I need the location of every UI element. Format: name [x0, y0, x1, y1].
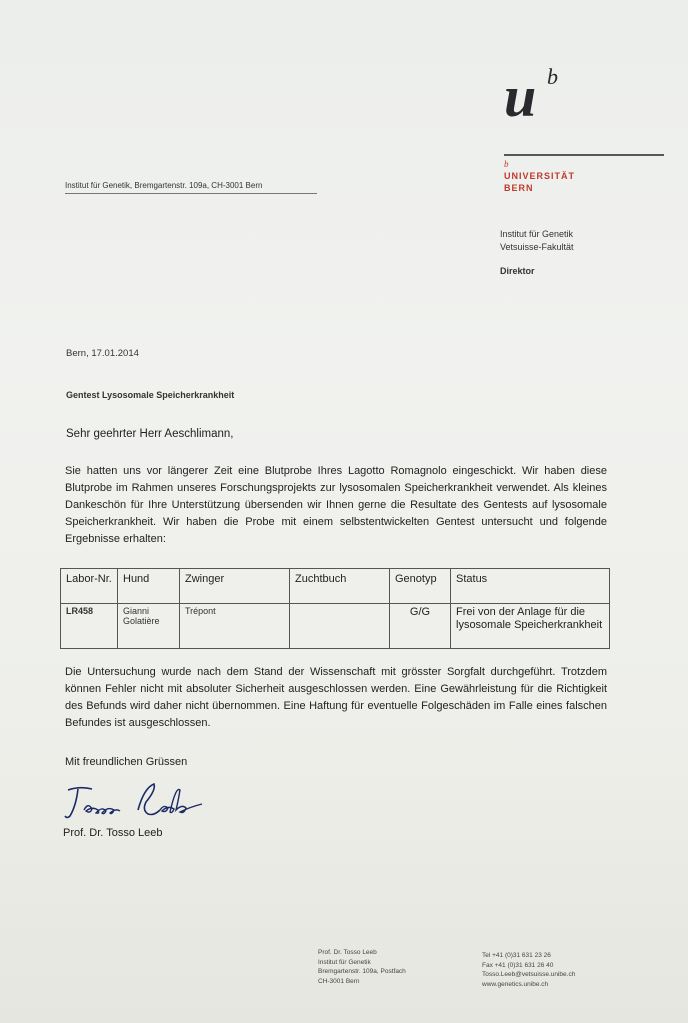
results-table [60, 568, 610, 649]
cell-status: Frei von der Anlage für die lysosomale Speicherkrankheit [451, 604, 610, 649]
paragraph-disclaimer: Die Untersuchung wurde nach dem Stand der Wissenschaft mit grösster Sorgfalt durchgeführt. Trotzdem können Fehler nicht mit absoluter Sicherheit ausgeschlossen werden. Eine Gewährleistung für die Richtigkeit des Befunds wird daher nicht übernommen. Eine Haftung für eventuelle Folgeschäden im Falle eines falschen Befundes ist ausgeschlossen. [65, 666, 607, 729]
university-small-b: b [504, 159, 509, 169]
footer-fax: Fax +41 (0)31 631 26 40 [482, 961, 554, 969]
university-name-line1: UNIVERSITÄT [504, 171, 576, 181]
university-logo-u: u [504, 64, 537, 129]
cell-zuchtbuch [290, 604, 390, 649]
closing: Mit freundlichen Grüssen [65, 756, 188, 768]
cell-zwinger: Trépont [180, 604, 290, 649]
department-line2: Vetsuisse-Fakultät [500, 242, 574, 252]
letter-subject: Gentest Lysosomale Speicherkrankheit [66, 390, 235, 400]
cell-genotyp: G/G [390, 604, 451, 649]
paragraph-intro: Sie hatten uns vor längerer Zeit eine Blutprobe Ihres Lagotto Romagnolo eingeschickt. Wir haben diese Blutprobe im Rahmen unseres Forschungsprojekts zur lysosomalen Speicherkrankheit verwendet. Als kleines Dankeschön für Ihre Unterstützung übersenden wir Ihnen gerne die Resultate des Gentests auf lysosomale Speicherkrankheit. Wir haben die Probe mit einem selbstentwickelten Gentest untersucht und folgende Ergebnisse erhalten: [65, 465, 607, 545]
department-block [500, 228, 574, 254]
footer-left-line: Prof. Dr. Tosso Leeb [318, 949, 377, 956]
footer-contact [482, 951, 575, 989]
logo-rule [504, 154, 664, 156]
footer-email: Tosso.Leeb@vetsuisse.unibe.ch [482, 971, 576, 978]
signer-name: Prof. Dr. Tosso Leeb [63, 827, 163, 839]
footer-address [318, 948, 406, 986]
department-line1: Institut für Genetik [500, 229, 574, 239]
cell-hund: Gianni Golatière [118, 604, 180, 649]
header-zuchtbuch: Zuchtbuch [290, 569, 390, 604]
department-title: Direktor [500, 266, 535, 276]
university-name [504, 170, 575, 194]
header-labor: Labor-Nr. [61, 569, 118, 604]
university-name-line2: BERN [504, 183, 534, 193]
salutation: Sehr geehrter Herr Aeschlimann, [66, 428, 234, 440]
cell-labor: LR458 [61, 604, 118, 649]
signature-image [62, 780, 212, 824]
table-header-row [61, 569, 610, 604]
footer-left-line: Institut für Genetik [318, 958, 371, 966]
header-genotyp: Genotyp [390, 569, 451, 604]
sender-line: Institut für Genetik, Bremgartenstr. 109a, CH-3001 Bern [65, 181, 317, 194]
header-hund: Hund [118, 569, 180, 604]
letter-date: Bern, 17.01.2014 [66, 348, 139, 359]
footer-phone: Tel +41 (0)31 631 23 26 [482, 952, 551, 959]
table-row [61, 604, 610, 649]
header-zwinger: Zwinger [180, 569, 290, 604]
footer-website: www.genetics.unibe.ch [482, 980, 549, 988]
university-logo-b: b [547, 64, 558, 89]
footer-left-line: CH-3001 Bern [318, 977, 360, 985]
footer-left-line: Bremgartenstr. 109a, Postfach [318, 968, 406, 975]
header-status: Status [451, 569, 610, 604]
